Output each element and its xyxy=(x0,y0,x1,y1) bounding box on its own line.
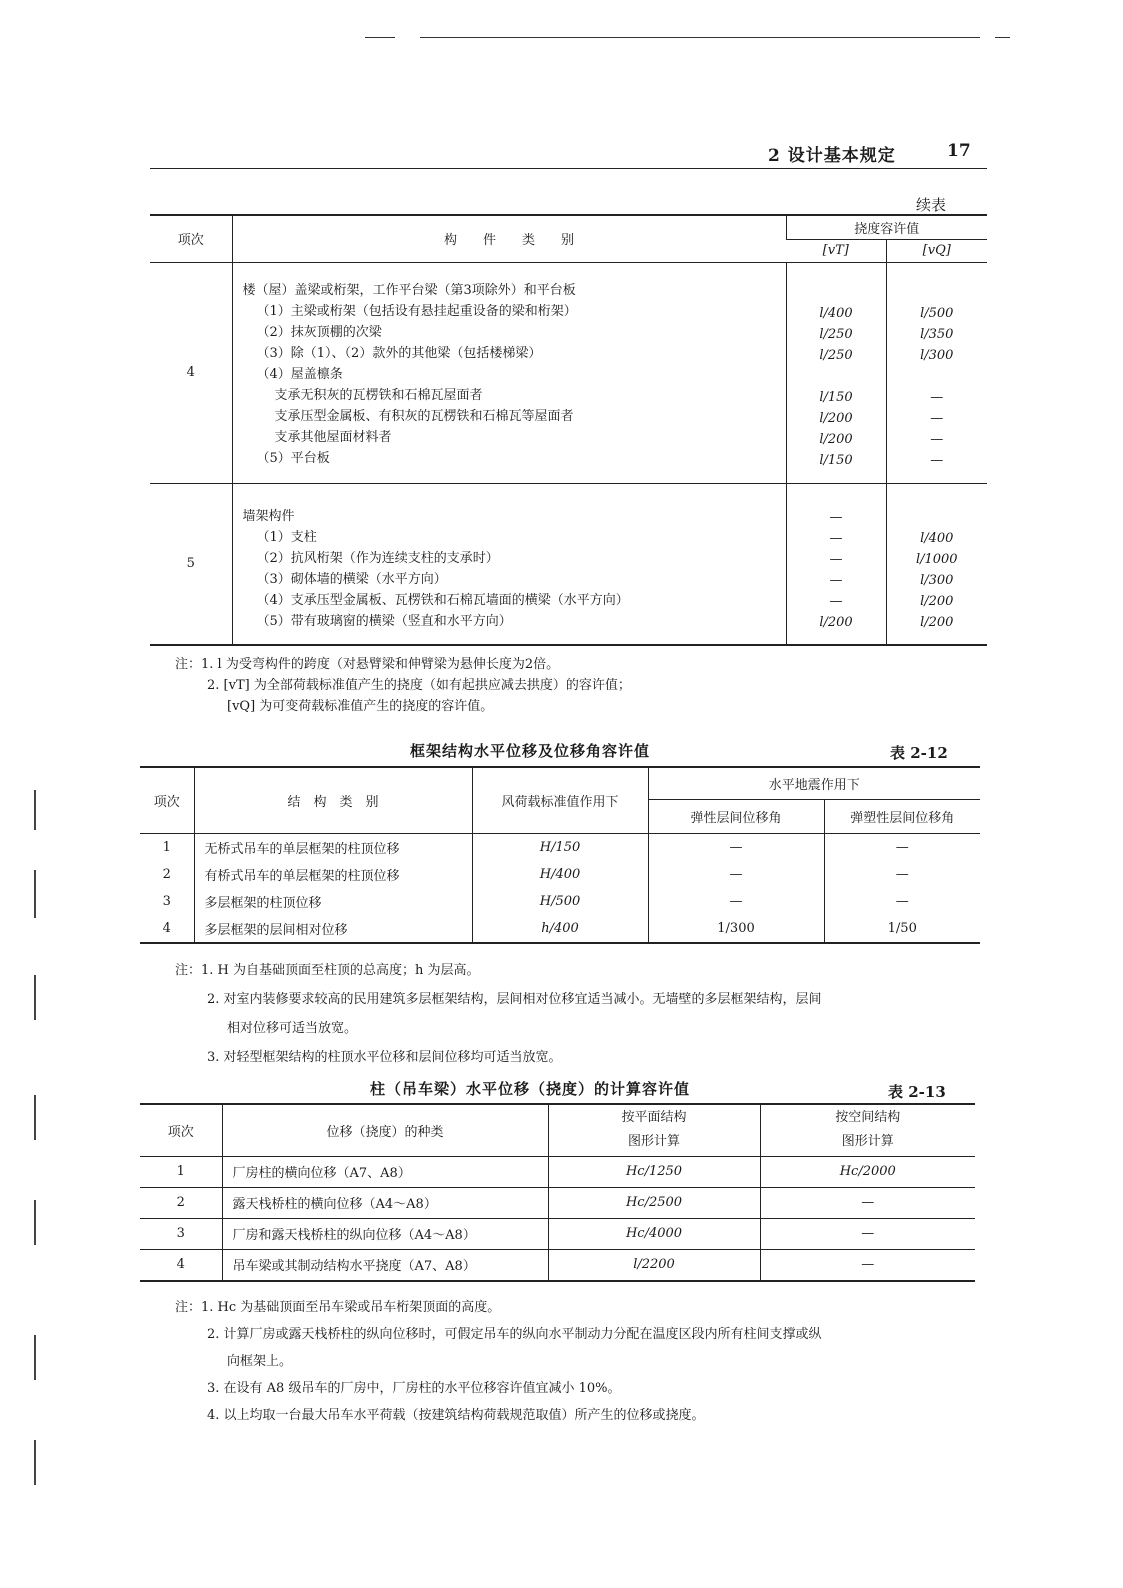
row4-vT: l/150 xyxy=(819,390,853,405)
t2-item: 3 xyxy=(162,893,171,909)
t2-type: 有桥式吊车的单层框架的柱顶位移 xyxy=(194,861,472,888)
scan-line xyxy=(365,37,395,38)
t2-wind: H/400 xyxy=(472,861,648,888)
table3-notes xyxy=(175,1294,822,1429)
row4-line: （1）主梁或桁架（包括设有悬挂起重设备的梁和桁架） xyxy=(256,304,577,319)
row4-vT: l/200 xyxy=(819,411,853,426)
t3-header-planar-line: 按平面结构 xyxy=(621,1110,687,1126)
row4-vQ xyxy=(887,282,988,303)
t2-type: 多层框架的柱顶位移 xyxy=(194,888,472,915)
row4-line: （4）屋盖檩条 xyxy=(256,367,343,382)
row5-vT: — xyxy=(829,509,843,525)
note: 4. 以上均取一台最大吊车水平荷载（按建筑结构荷载规范取值）所产生的位移或挠度。 xyxy=(207,1408,705,1423)
t2-elastic: — xyxy=(648,888,824,915)
row4-line: （3）除（1）、（2）款外的其他梁（包括楼梯梁） xyxy=(256,346,542,361)
note: 2. [vT] 为全部荷载标准值产生的挠度（如有起拱应减去拱度）的容许值； xyxy=(207,678,631,693)
note: 向框架上。 xyxy=(227,1354,293,1369)
t3-header-item: 项次 xyxy=(140,1104,222,1156)
column-displacement-table xyxy=(140,1103,975,1282)
header-vQ: [vQ] xyxy=(886,239,987,262)
t3-type: 吊车梁或其制动结构水平挠度（A7、A8） xyxy=(222,1249,548,1281)
note: 3. 在设有 A8 级吊车的厂房中，厂房柱的水平位移容许值宜减小 10%。 xyxy=(207,1381,621,1396)
row4-vT: l/250 xyxy=(819,327,853,342)
t3-header-spatial-line: 图形计算 xyxy=(841,1134,894,1150)
row5-vT: — xyxy=(829,593,843,609)
t3-spatial: — xyxy=(760,1218,975,1249)
header-vT: [vT] xyxy=(786,239,886,262)
note: 注：1. H 为自基础顶面至柱顶的总高度；h 为层高。 xyxy=(175,963,480,978)
row4-vQ: l/350 xyxy=(920,327,954,342)
table3-number: 表 2-13 xyxy=(888,1083,946,1101)
t3-type: 露天栈桥柱的横向位移（A4～A8） xyxy=(222,1187,548,1218)
row5-vT: l/200 xyxy=(819,614,853,630)
t2-elastic: — xyxy=(648,861,824,888)
row4-vT xyxy=(787,366,886,387)
t3-spatial: — xyxy=(760,1187,975,1218)
row5-vT: — xyxy=(829,530,843,546)
t3-spatial: Hc/2000 xyxy=(760,1156,975,1187)
row4-vT xyxy=(787,282,886,303)
t2-plastic: 1/50 xyxy=(824,915,980,943)
t2-item: 2 xyxy=(162,866,171,882)
row5-vQ: l/200 xyxy=(920,614,954,630)
t3-header-planar-line: 图形计算 xyxy=(627,1134,680,1150)
row5-vQ: l/400 xyxy=(920,530,954,546)
note: 3. 对轻型框架结构的柱顶水平位移和层间位移均可适当放宽。 xyxy=(207,1050,562,1065)
row5-vQ: l/300 xyxy=(920,572,954,588)
table2-number: 表 2-12 xyxy=(890,744,948,762)
row4-item: 4 xyxy=(150,262,232,483)
t2-wind: H/150 xyxy=(472,833,648,861)
t2-header-plastic: 弹塑性层间位移角 xyxy=(824,799,980,833)
row4-vT: l/400 xyxy=(819,306,853,321)
t2-type: 多层框架的层间相对位移 xyxy=(194,915,472,943)
t2-header-seismic: 水平地震作用下 xyxy=(648,767,980,799)
row4-vT: l/250 xyxy=(819,348,853,363)
t2-wind: h/400 xyxy=(472,915,648,943)
row4-line: 支承无积灰的瓦楞铁和石棉瓦屋面者 xyxy=(274,388,483,403)
scan-line xyxy=(995,37,1010,38)
t2-plastic: — xyxy=(824,888,980,915)
row4-vQ: l/500 xyxy=(920,306,954,321)
t3-header-planar xyxy=(548,1104,760,1156)
row5-line: （4）支承压型金属板、瓦楞铁和石棉瓦墙面的横梁（水平方向） xyxy=(256,592,629,608)
deflection-table xyxy=(150,214,987,646)
row4-line: 楼（屋）盖梁或桁架，工作平台梁（第3项除外）和平台板 xyxy=(242,283,576,298)
t3-item: 1 xyxy=(140,1156,222,1187)
page-number: 17 xyxy=(947,141,971,161)
t2-elastic: — xyxy=(648,833,824,861)
t2-item: 1 xyxy=(162,839,171,855)
note: [vQ] 为可变荷载标准值产生的挠度的容许值。 xyxy=(227,699,494,714)
t3-type: 厂房柱的横向位移（A7、A8） xyxy=(222,1156,548,1187)
t3-planar: l/2200 xyxy=(548,1249,760,1281)
row5-vT: — xyxy=(829,551,843,567)
t3-planar: Hc/4000 xyxy=(548,1218,760,1249)
t2-header-wind: 风荷载标准值作用下 xyxy=(472,767,648,833)
continued-label: 续表 xyxy=(916,196,947,214)
t2-plastic: — xyxy=(824,833,980,861)
row4-vQ: — xyxy=(930,453,944,468)
scan-line xyxy=(420,37,980,38)
row4-vQ: — xyxy=(930,411,944,426)
table2-caption: 框架结构水平位移及位移角容许值 xyxy=(410,742,651,760)
row4-line: （5）平台板 xyxy=(256,451,330,466)
chapter-title: 2 设计基本规定 xyxy=(768,146,896,166)
t3-item: 3 xyxy=(140,1218,222,1249)
header-category: 构 件 类 别 xyxy=(232,215,786,262)
table3-caption: 柱（吊车梁）水平位移（挠度）的计算容许值 xyxy=(370,1080,691,1098)
row4-vT: l/150 xyxy=(819,453,853,468)
t3-header-spatial xyxy=(760,1104,975,1156)
t2-header-item: 项次 xyxy=(140,767,194,833)
t2-header-elastic: 弹性层间位移角 xyxy=(648,799,824,833)
table1-notes xyxy=(175,654,631,717)
t3-type: 厂房和露天栈桥柱的纵向位移（A4～A8） xyxy=(222,1218,548,1249)
t2-item: 4 xyxy=(140,915,194,943)
row5-line: 墙架构件 xyxy=(242,508,295,524)
row4-vQ: l/300 xyxy=(920,348,954,363)
note: 注：1. l 为受弯构件的跨度（对悬臂梁和伸臂梁为悬伸长度为2倍。 xyxy=(175,657,560,672)
row4-vQ: — xyxy=(930,432,944,447)
row5-vT: — xyxy=(829,572,843,588)
t2-wind: H/500 xyxy=(472,888,648,915)
row5-line: （1）支柱 xyxy=(256,529,317,545)
t3-header-spatial-line: 按空间结构 xyxy=(835,1110,901,1126)
t3-planar: Hc/2500 xyxy=(548,1187,760,1218)
header-allowable: 挠度容许值 xyxy=(786,215,987,239)
t3-item: 2 xyxy=(140,1187,222,1218)
row5-item: 5 xyxy=(150,483,232,645)
t2-elastic: 1/300 xyxy=(648,915,824,943)
table2-notes xyxy=(175,956,822,1072)
note: 2. 对室内装修要求较高的民用建筑多层框架结构，层间相对位移宜适当减小。无墙壁的多层框架结构，层间 xyxy=(207,992,822,1007)
t2-plastic: — xyxy=(824,861,980,888)
row5-vQ: l/1000 xyxy=(915,551,958,567)
row5-line: （5）带有玻璃窗的横梁（竖直和水平方向） xyxy=(256,613,512,629)
row4-line: 支承压型金属板、有积灰的瓦楞铁和石棉瓦等屋面者 xyxy=(274,409,574,424)
row4-vT: l/200 xyxy=(819,432,853,447)
row5-line: （3）砌体墙的横梁（水平方向） xyxy=(256,571,447,587)
row4-line: （2）抹灰顶棚的次梁 xyxy=(256,325,382,340)
row4-vQ xyxy=(887,366,988,387)
note: 2. 计算厂房或露天栈桥柱的纵向位移时，可假定吊车的纵向水平制动力分配在温度区段内所有柱间支撑或纵 xyxy=(207,1327,822,1342)
frame-displacement-table xyxy=(140,766,980,944)
note: 相对位移可适当放宽。 xyxy=(227,1021,358,1036)
header-rule xyxy=(150,168,987,169)
t2-header-type: 结 构 类 别 xyxy=(194,767,472,833)
t3-planar: Hc/1250 xyxy=(548,1156,760,1187)
row5-vQ xyxy=(887,507,988,528)
header-item: 项次 xyxy=(150,215,232,262)
t3-item: 4 xyxy=(140,1249,222,1281)
t3-spatial: — xyxy=(760,1249,975,1281)
row5-vQ: l/200 xyxy=(920,593,954,609)
t2-type: 无桥式吊车的单层框架的柱顶位移 xyxy=(194,833,472,861)
note: 注：1. Hc 为基础顶面至吊车梁或吊车桁架顶面的高度。 xyxy=(175,1300,501,1315)
row4-vQ: — xyxy=(930,390,944,405)
t3-header-type: 位移（挠度）的种类 xyxy=(222,1104,548,1156)
row4-line: 支承其他屋面材料者 xyxy=(274,430,392,445)
row5-line: （2）抗风桁架（作为连续支柱的支承时） xyxy=(256,550,499,566)
